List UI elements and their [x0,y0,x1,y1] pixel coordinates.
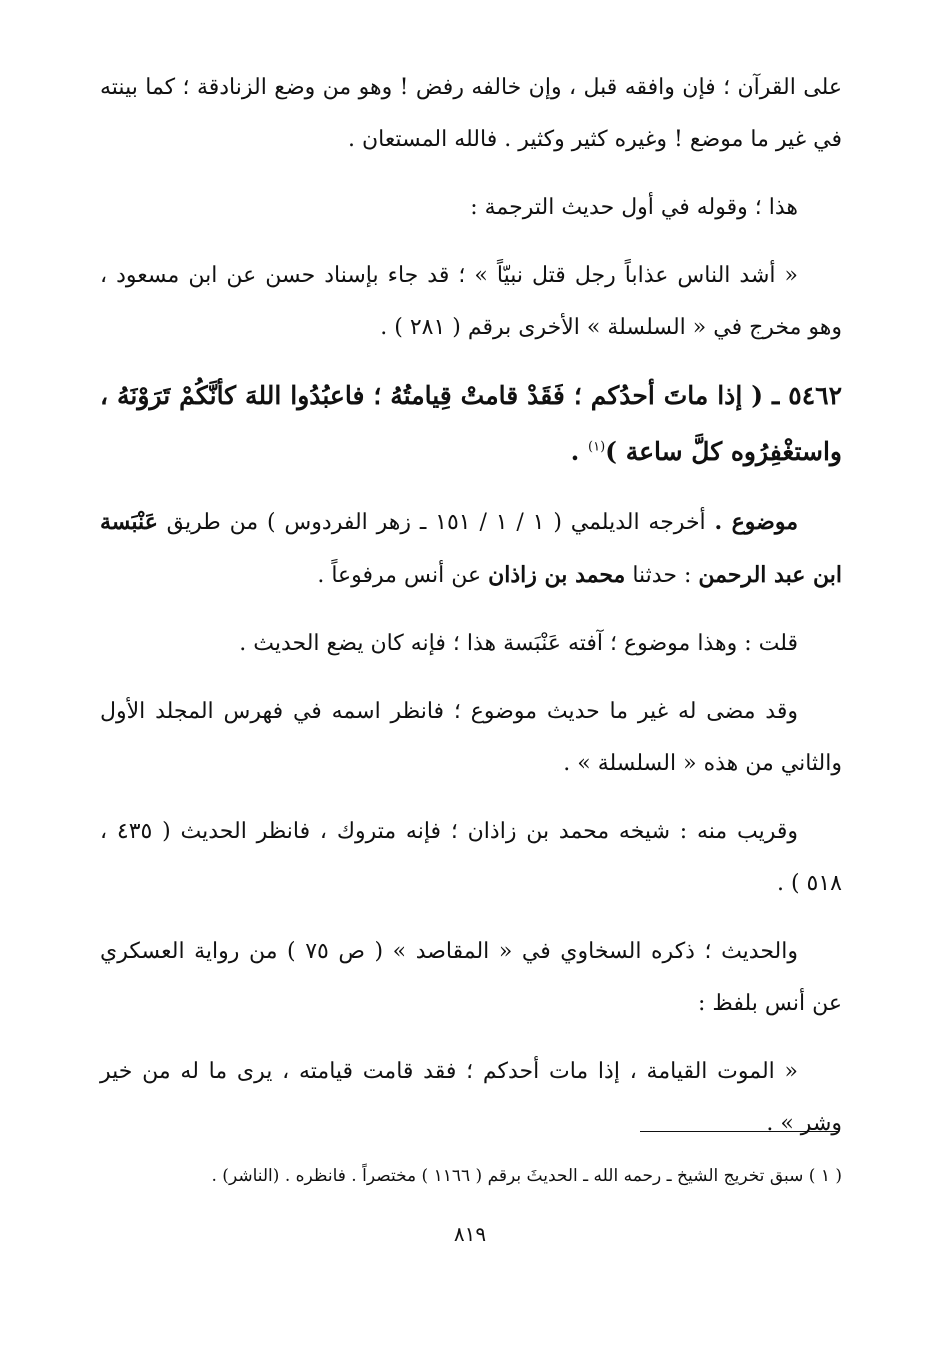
narrator-anbasa: عَنْبَسة ابن عبد الرحمن [100,509,842,588]
narrator-ibn-zadhan: محمد بن زاذان [488,562,626,588]
paragraph-tarjama-intro: هذا ؛ وقوله في أول حديث الترجمة : [470,195,798,220]
paragraph-zanadiqa: على القرآن ؛ فإن وافقه قبل ، وإن خالفه رفض ! وهو من وضع الزنادقة ؛ كما بينته في غير ما موضع ! وغيره كثير وكثير . فالله المستعان . [100,75,842,152]
footnote: ( ١ ) سبق تخريج الشيخ ـ رحمه الله ـ الحديثَ برقم ( ١١٦٦ ) مختصراً . فانظره . (الناشر) . [211,1166,842,1186]
takhrij-source: أخرجه الديلمي ( ١ / ١ / ١٥١ ـ زهر الفردوس ) من طريق [157,510,715,535]
hadith-text: ٥٤٦٢ ـ ( إذا ماتَ أحدُكم ؛ فَقَدْ قامتْ قِيامتُهُ ؛ فاعبُدُوا اللهَ كأنَّكُمْ تَرَوْنَهُ ، واستغْفِرُوه كلَّ ساعة ) [100,381,842,466]
page-number: ٨١٩ [453,1222,487,1246]
paragraph-madha: وقد مضى له غير ما حديث موضوع ؛ فانظر اسمه في فهرس المجلد الأول والثاني من هذه « السلسلة » . [100,699,842,776]
paragraph-sakhawi: والحديث ؛ ذكره السخاوي في « المقاصد » ( ص ٧٥ ) من رواية العسكري عن أنس بلفظ : [100,939,842,1016]
paragraph-takhrij [100,496,842,602]
hadith-5462 [100,368,842,480]
footnote-separator [640,1131,839,1132]
takhrij-end: عن أنس مرفوعاً . [317,563,489,588]
takhrij-haddathana: : حدثنا [625,563,699,588]
paragraph-qultu: قلت : وهذا موضوع ؛ آفته عَنْبَسة هذا ؛ فإنه كان يضع الحديث . [239,631,798,656]
hadith-end: . [570,437,589,466]
paragraph-ibn-masud: « أشد الناس عذاباً رجل قتل نبيّاً » ؛ قد جاء بإسناد حسن عن ابن مسعود ، وهو مخرج في « السلسلة » الأخرى برقم ( ٢٨١ ) . [100,263,842,340]
paragraph-shaykhuhu: وقريب منه : شيخه محمد بن زاذان ؛ فإنه متروك ، فانظر الحديث ( ٤٣٥ ، ٥١٨ ) . [100,819,842,896]
paragraph-quote: « الموت القيامة ، إذا مات أحدكم ؛ فقد قامت قيامته ، يرى ما له من خير وشر » . [100,1059,842,1136]
page-body [100,62,842,1150]
footnote-marker: (١) [588,439,606,455]
grading-mawdu: موضوع . [714,509,798,535]
